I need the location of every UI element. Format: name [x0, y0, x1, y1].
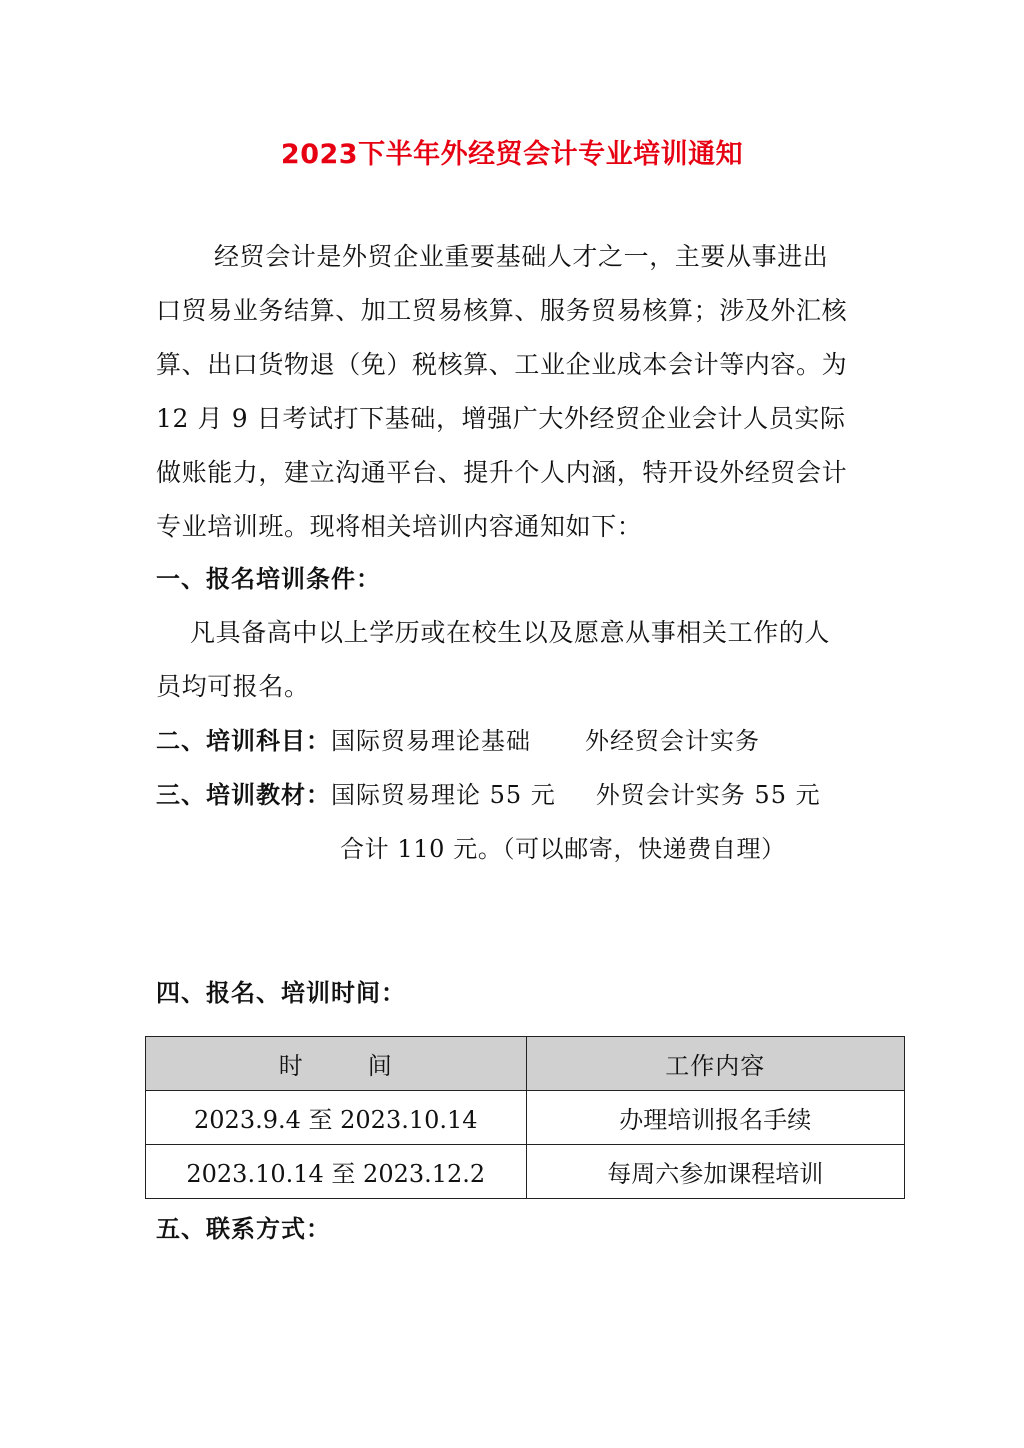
section1-heading: 一、报名培训条件： — [156, 565, 381, 593]
table-row — [146, 1091, 905, 1145]
cell-content: 办理培训报名手续 — [526, 1091, 904, 1145]
section1-line: 凡具备高中以上学历或在校生以及愿意从事相关工作的人 — [190, 618, 831, 647]
intro-line: 算、出口货物退（免）税核算、工业企业成本会计等内容。为 — [156, 350, 848, 379]
section2-heading: 二、培训科目： — [156, 727, 331, 755]
intro-line: 口贸易业务结算、加工贸易核算、服务贸易核算；涉及外汇核 — [156, 296, 848, 325]
subject-accounting-practice: 外经贸会计实务 — [585, 727, 760, 755]
subject-international-trade: 国际贸易理论基础 — [331, 727, 531, 755]
section5-heading: 五、联系方式： — [156, 1215, 331, 1243]
section1-paragraph — [156, 606, 856, 714]
cell-time: 2023.10.14 至 2023.12.2 — [146, 1145, 527, 1199]
section1-line: 员均可报名。 — [156, 672, 310, 701]
intro-line: 12 月 9 日考试打下基础，增强广大外经贸企业会计人员实际 — [156, 404, 846, 433]
header-content: 工作内容 — [526, 1037, 904, 1091]
header-time — [146, 1037, 527, 1091]
intro-line: 经贸会计是外贸企业重要基础人才之一，主要从事进出 — [214, 242, 829, 271]
section2-row — [156, 714, 760, 768]
table-row — [146, 1145, 905, 1199]
section3-row — [156, 768, 821, 822]
cell-content: 每周六参加课程培训 — [526, 1145, 904, 1199]
table-header-row — [146, 1037, 905, 1091]
header-time-char: 时 — [278, 1052, 304, 1080]
section4-heading: 四、报名、培训时间： — [156, 979, 406, 1007]
header-time-char: 间 — [367, 1052, 393, 1080]
intro-paragraph — [156, 230, 856, 554]
schedule-table — [145, 1036, 905, 1199]
textbook-total: 合计 110 元。（可以邮寄，快递费自理） — [340, 835, 786, 863]
intro-line: 专业培训班。现将相关培训内容通知如下： — [156, 512, 643, 541]
document-title: 2023下半年外经贸会计专业培训通知 — [280, 139, 744, 170]
cell-time: 2023.9.4 至 2023.10.14 — [146, 1091, 527, 1145]
section3-heading: 三、培训教材： — [156, 781, 331, 809]
intro-line: 做账能力，建立沟通平台、提升个人内涵，特开设外经贸会计 — [156, 458, 848, 487]
textbook-accounting-practice: 外贸会计实务 55 元 — [595, 781, 821, 809]
textbook-international-trade: 国际贸易理论 55 元 — [331, 781, 556, 809]
